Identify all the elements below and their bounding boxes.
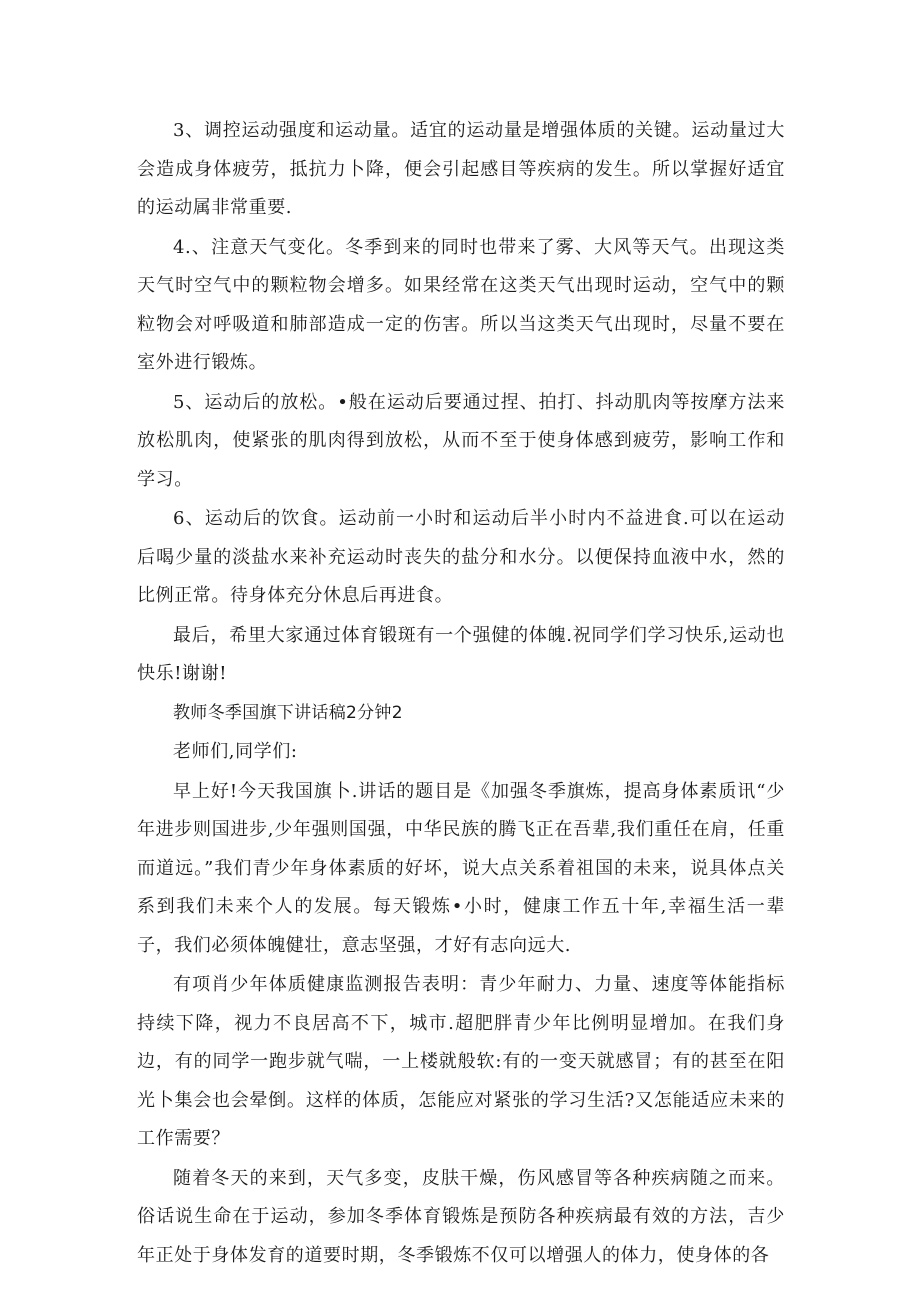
paragraph-closing: 最后，希里大家通过体育锻斑有一个强健的体魄.祝同学们学习快乐,运动也快乐!谢谢! <box>137 624 785 684</box>
paragraph-weather-changes: 4.、注意天气变化。冬季到来的同时也带来了雾、大风等天气。出现这类天气时空气中的颗粒物会增多。如果经常在这类天气出现时运动，空气中的颗粒物会对呼吸道和肺部造成一定的伤害。所以当这类天气出现时，尽量不要在室外进行锻炼。 <box>137 236 785 373</box>
paragraph-winter-exercise: 随着冬天的来到，天气多变，皮肤干燥，伤风感冒等各种疾病随之而来。俗话说生命在于运动，参加冬季体育锻炼是预防各种疾病最有效的方法，吉少年正处于身体发育的道要时期，冬季锻炼不仅可以增强人的体力，使身体的各 <box>137 1167 785 1266</box>
speech-heading: 教师冬季国旗下讲话稿2分钟2 <box>173 702 403 723</box>
paragraph-diet: 6、运动后的饮食。运动前一小时和运动后半小时内不益进食.可以在运动后喝少量的淡盐水来补充运动时丧失的盐分和水分。以便保持血液中水，然的比例正常。待身体充分休息后再进食。 <box>137 508 785 606</box>
speech-salutation: 老师们,同学们: <box>173 741 298 762</box>
document-body <box>137 112 785 1275</box>
paragraph-health-report: 有项肖少年体质健康监测报告表明：青少年耐力、力量、速度等体能指标持续下降，视力不良居高不下，城市.超肥胖青少年比例明显增加。在我们身边，有的同学一跑步就气喘，一上楼就般软:有的一变天就感冒；有的甚至在阳光卜集会也会晕倒。这样的体质，怎能应对紧张的学习生活?又怎能适应未来的工作需要？ <box>137 974 785 1149</box>
paragraph-greeting: 早上好!今天我国旗卜.讲话的题目是《加强冬季旗炼，提高身体素质讯“少年进步则国进步,少年强则国强，中华民族的腾飞正在吾辈,我们重任在肩，任重而道远。”我们青少年身体素质的好坏，说大点关系着祖国的未来，说具体点关系到我们未来个人的发展。每天锻炼•小时，健康工作五十年,幸福生活一辈子，我们必须体魄健壮，意志坚强，才好有志向远大. <box>137 780 785 956</box>
paragraph-relaxation: 5、运动后的放松。•般在运动后要通过捏、拍打、抖动肌肉等按摩方法来放松肌肉，使紧张的肌肉得到放松，从而不至于使身体感到疲劳，影响工作和学习。 <box>137 391 785 490</box>
paragraph-exercise-intensity: 3、调控运动强度和运动量。适宜的运动量是增强体质的关键。运动量过大会造成身体疲劳，抵抗力卜降，便会引起感目等疾病的发生。所以掌握好适宜的运动属非常重要. <box>137 120 785 218</box>
